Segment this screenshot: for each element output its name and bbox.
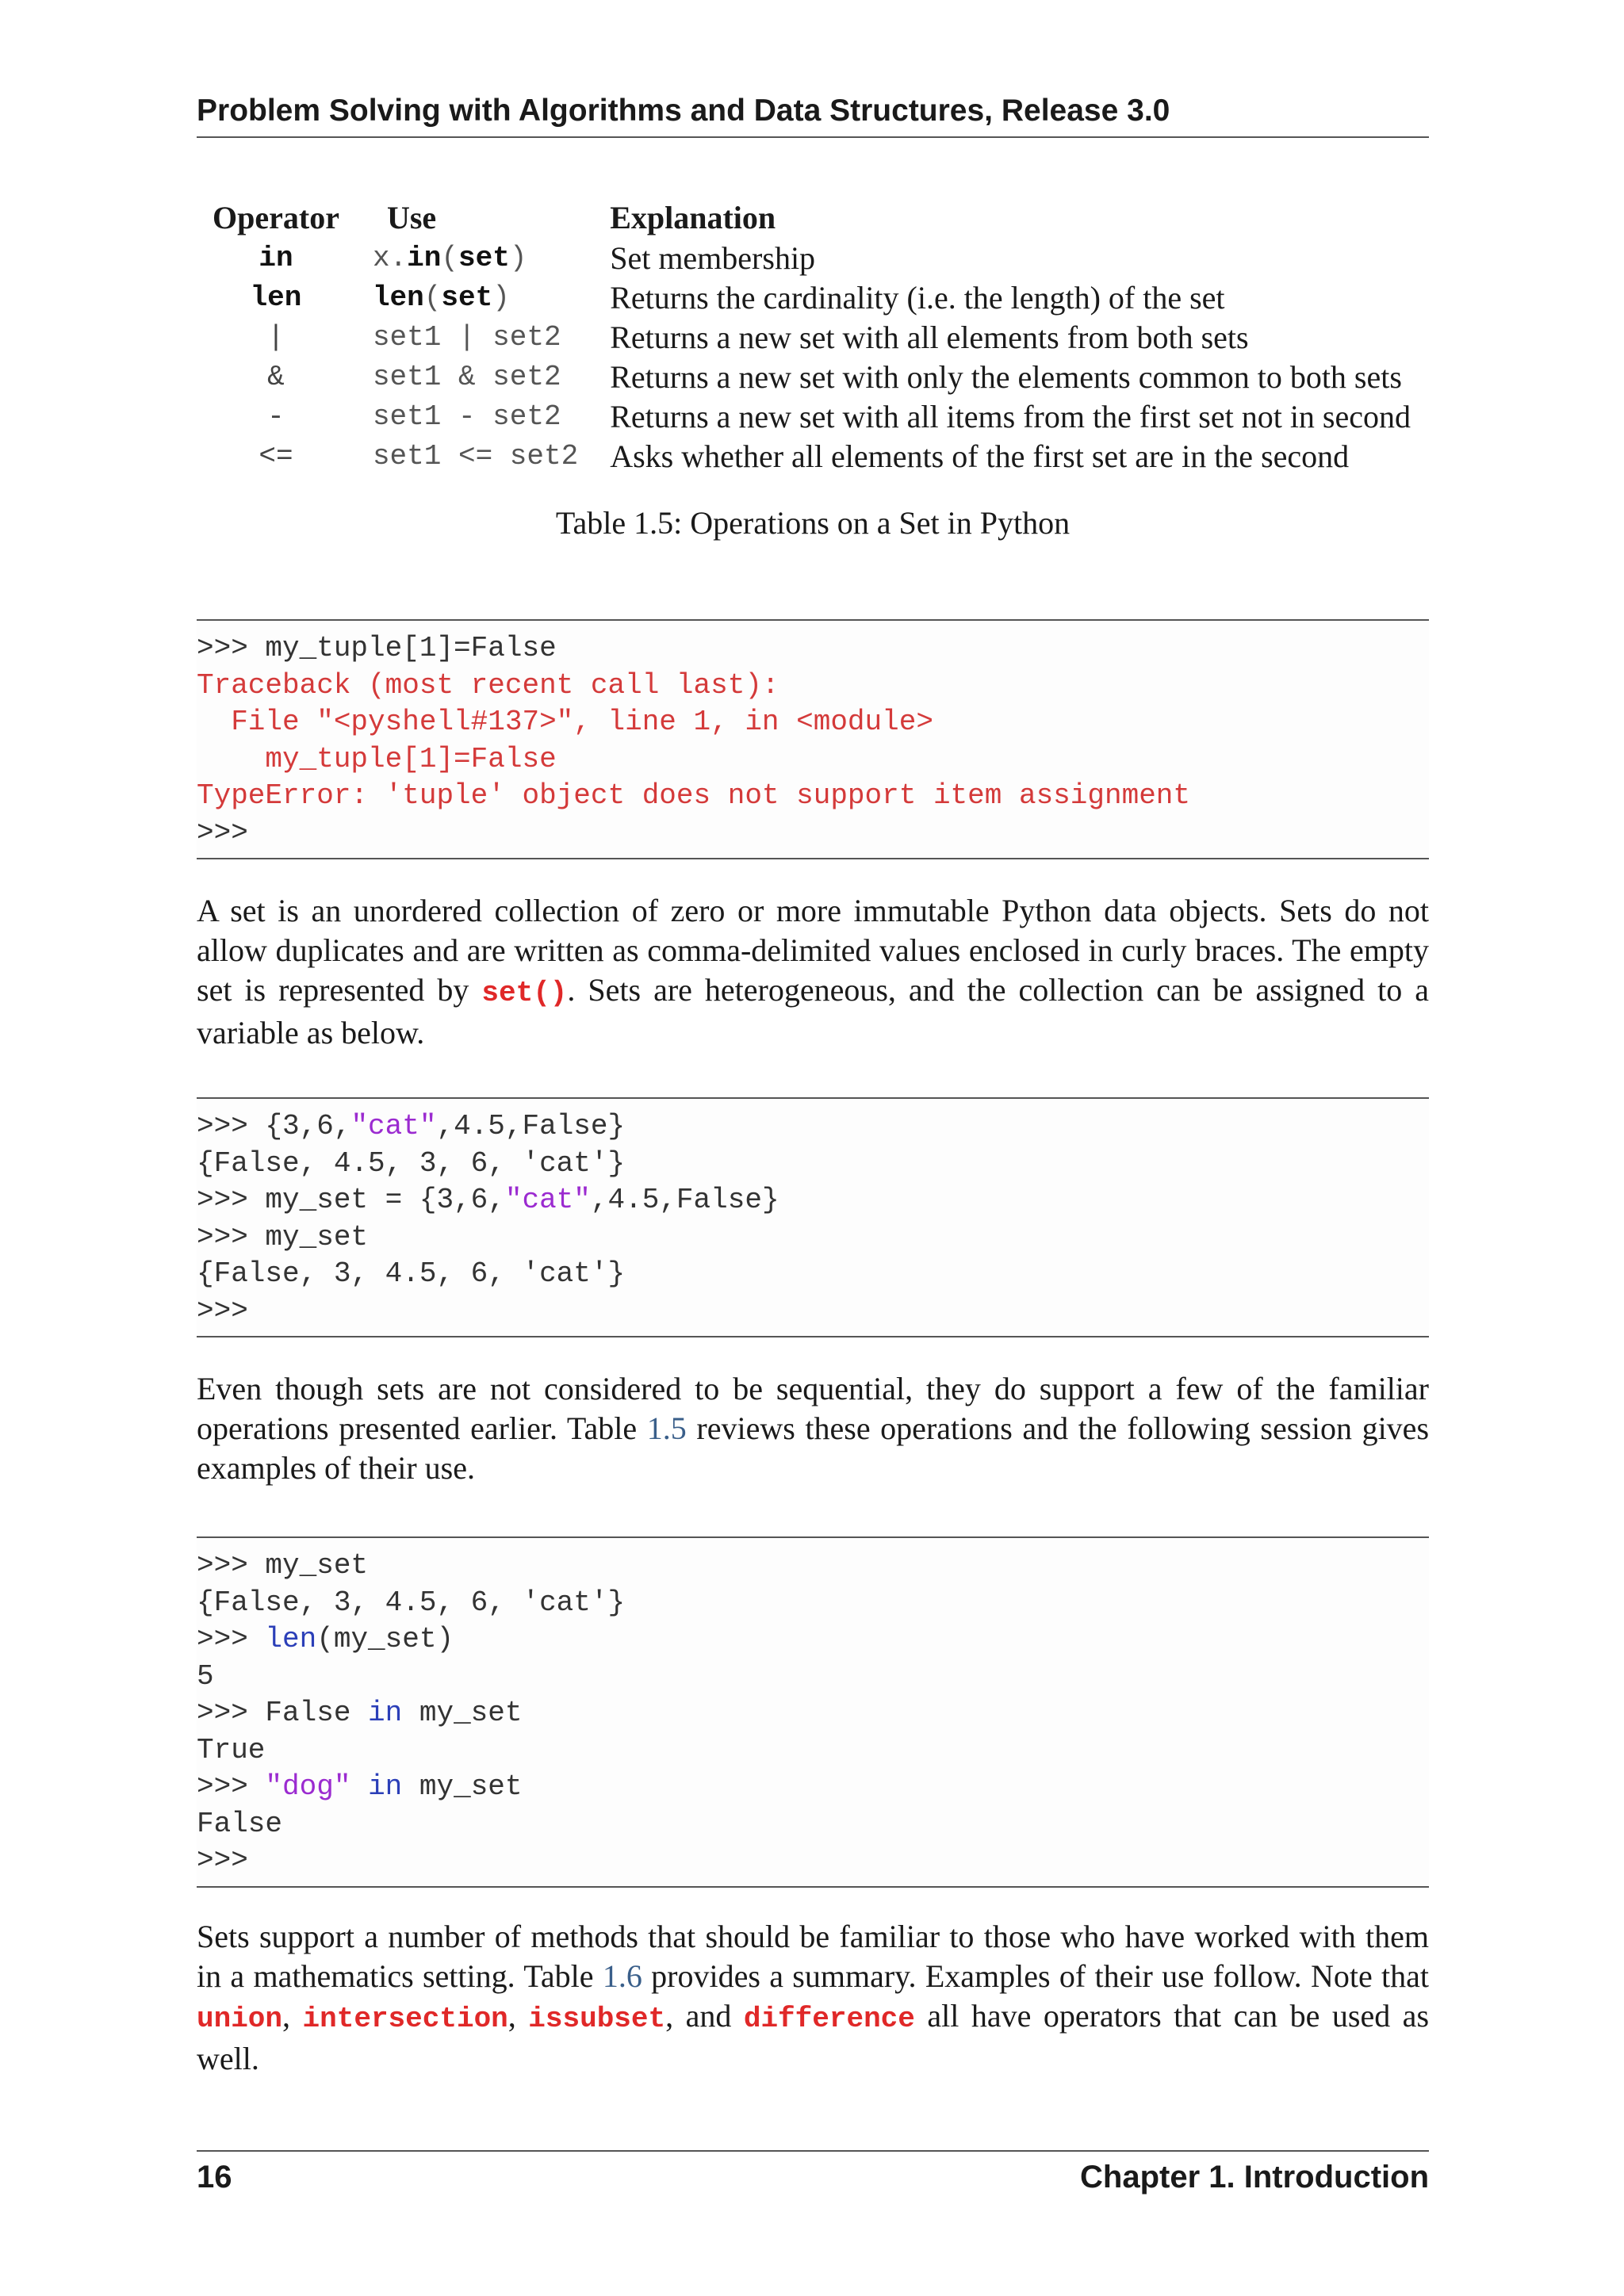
running-header: Problem Solving with Algorithms and Data Structures, Release 3.0 — [197, 94, 1429, 138]
header-use: Use — [386, 199, 437, 235]
table-row — [197, 436, 1411, 476]
code-line: >>> — [197, 1294, 248, 1327]
code-line: False — [197, 1807, 283, 1840]
inline-code: set() — [481, 977, 568, 1009]
running-footer — [197, 2150, 1429, 2195]
table-row — [197, 396, 1411, 436]
code-line: >>> — [197, 1844, 248, 1877]
chapter-title: Chapter 1. Introduction — [1080, 2160, 1429, 2195]
inline-code: intersection — [302, 2003, 508, 2035]
code-line: {False, 3, 4.5, 6, 'cat'} — [197, 1586, 626, 1619]
explanation-cell: Returns the cardinality (i.e. the length) of the set — [610, 279, 1225, 316]
use-cell: set1 <= set2 — [372, 439, 579, 473]
table-row — [197, 357, 1411, 396]
use-cell: x.in(set) — [372, 241, 527, 274]
paragraph-set-operations: Even though sets are not considered to be sequential, they do support a few of the familiar operations presented earlier. Table 1.5 reviews these operations and the following session gives examples of their use. — [197, 1371, 1430, 1486]
code-line: >>> False in my_set — [197, 1697, 523, 1729]
operator-cell: - — [267, 400, 285, 433]
use-cell: len(set) — [372, 281, 510, 314]
use-cell: set1 - set2 — [372, 400, 561, 433]
code-line: >>> my_set — [197, 1220, 369, 1253]
code-line: {False, 4.5, 3, 6, 'cat'} — [197, 1146, 626, 1180]
code-line: Traceback (most recent call last): — [197, 668, 779, 702]
code-line: File "<pyshell#137>", line 1, in <module> — [197, 706, 933, 738]
code-line: {False, 3, 4.5, 6, 'cat'} — [197, 1257, 626, 1290]
code-line: >>> — [197, 816, 248, 849]
document-page — [197, 0, 1429, 2296]
explanation-cell: Set membership — [610, 239, 816, 276]
inline-code: difference — [743, 2003, 915, 2035]
explanation-cell: Returns a new set with only the elements common to both sets — [610, 358, 1402, 395]
code-line: TypeError: 'tuple' object does not support item assignment — [197, 779, 1191, 812]
explanation-cell: Returns a new set with all items from the first set not in second — [610, 398, 1411, 434]
use-cell: set1 & set2 — [372, 360, 561, 393]
operator-cell: <= — [259, 439, 293, 473]
code-line: 5 — [197, 1659, 214, 1693]
table-header-row — [197, 197, 1411, 238]
code-line: >>> "dog" in my_set — [197, 1770, 523, 1803]
table-row — [197, 317, 1411, 357]
code-line: my_tuple[1]=False — [197, 742, 557, 775]
paragraph-set-intro: A set is an unordered collection of zero or more immutable Python data objects. Sets do not allow duplicates and are written as comma-delimited values enclosed in curly braces. The empty set is represented by set(). Sets are heterogeneous, and the collection can be assigned to a variable as below. — [197, 893, 1429, 1050]
code-block-set-create — [197, 1097, 1429, 1337]
table-reference-link[interactable]: 1.6 — [602, 1958, 642, 1994]
inline-code: issubset — [528, 2003, 666, 2035]
header-operator: Operator — [213, 199, 339, 235]
page-number: 16 — [197, 2160, 232, 2195]
explanation-cell: Returns a new set with all elements from both sets — [610, 319, 1249, 355]
code-block-tuple-error — [197, 619, 1429, 859]
code-line: >>> my_tuple[1]=False — [197, 632, 557, 664]
explanation-cell: Asks whether all elements of the first set are in the second — [610, 438, 1350, 474]
code-line: >>> {3,6,"cat",4.5,False} — [197, 1110, 626, 1142]
operator-cell: len — [250, 281, 302, 314]
table-row — [197, 277, 1411, 317]
inline-code: union — [197, 2003, 283, 2035]
operator-cell: in — [259, 241, 293, 274]
code-line: >>> my_set = {3,6,"cat",4.5,False} — [197, 1184, 779, 1216]
operator-cell: | — [267, 320, 285, 354]
code-line: >>> len(my_set) — [197, 1623, 454, 1655]
set-operations-table — [197, 197, 1411, 476]
code-line: True — [197, 1733, 266, 1766]
header-explanation: Explanation — [610, 199, 776, 235]
table-reference-link[interactable]: 1.5 — [646, 1410, 687, 1446]
table-caption: Table 1.5: Operations on a Set in Python — [555, 505, 1071, 541]
paragraph-set-methods: Sets support a number of methods that should be familiar to those who have worked with them in a mathematics setting. Table 1.6 provides a summary. Examples of their use follow. Note that union, intersection, issubset, and difference all have operators that can be used as well. — [197, 1919, 1430, 2076]
code-line: >>> my_set — [197, 1549, 369, 1582]
operator-cell: & — [267, 360, 285, 393]
table-row — [197, 238, 1411, 277]
use-cell: set1 | set2 — [372, 320, 561, 354]
code-block-set-ops — [197, 1536, 1429, 1888]
